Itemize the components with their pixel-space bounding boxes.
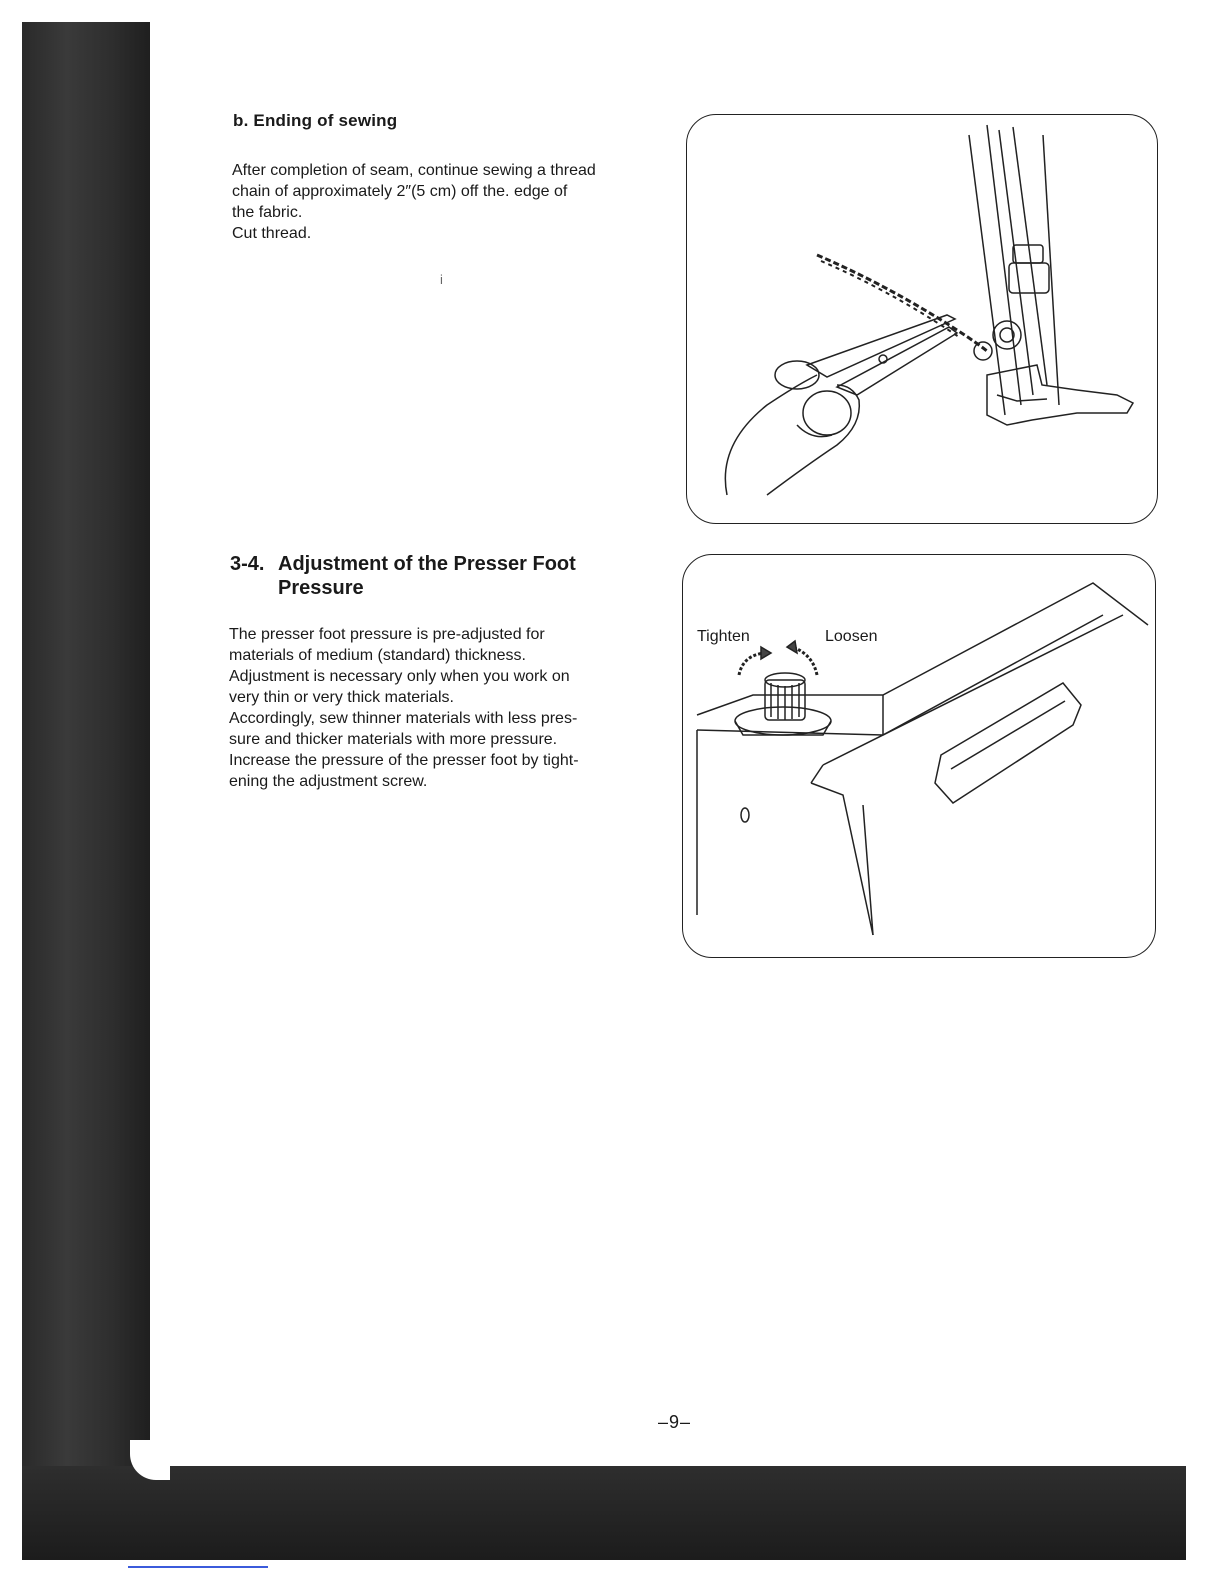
section-3-4-paragraph <box>229 624 649 792</box>
tighten-label: Tighten <box>697 628 750 645</box>
stray-mark: i <box>440 272 443 287</box>
paragraph-line: Increase the pressure of the presser foot by tight- <box>229 752 579 769</box>
cut-thread-illustration <box>687 115 1157 523</box>
loosen-label: Loosen <box>825 628 878 645</box>
section-3-4-title <box>230 552 576 600</box>
page-number: –9– <box>658 1412 692 1432</box>
page-edge-line <box>128 1566 268 1568</box>
section-title-line2: Pressure <box>278 577 364 599</box>
scan-border-bottom <box>22 1466 1186 1560</box>
section-b-paragraph <box>232 160 652 244</box>
section-b-heading: b. Ending of sewing <box>233 111 398 130</box>
paragraph-line: chain of approximately 2″(5 cm) off the. edge of <box>232 183 568 200</box>
scan-border-left <box>22 22 150 1560</box>
figure-cut-thread <box>686 114 1158 524</box>
paragraph-line: Adjustment is necessary only when you work on <box>229 668 570 685</box>
pressure-screw-illustration <box>683 555 1155 957</box>
paragraph-line: The presser foot pressure is pre-adjusted for <box>229 626 545 643</box>
section-title-line1: Adjustment of the Presser Foot <box>278 553 576 575</box>
paragraph-line: sure and thicker materials with more pressure. <box>229 731 558 748</box>
figure-pressure-adjust <box>682 554 1156 958</box>
paragraph-line: materials of medium (standard) thickness. <box>229 647 526 664</box>
paragraph-line: ening the adjustment screw. <box>229 773 428 790</box>
paragraph-line: Accordingly, sew thinner materials with less pres- <box>229 710 578 727</box>
paragraph-line: After completion of seam, continue sewing a thread <box>232 162 596 179</box>
section-number: 3-4. <box>230 553 265 575</box>
paragraph-line: Cut thread. <box>232 225 312 242</box>
paragraph-line: very thin or very thick materials. <box>229 689 454 706</box>
paragraph-line: the fabric. <box>232 204 303 221</box>
